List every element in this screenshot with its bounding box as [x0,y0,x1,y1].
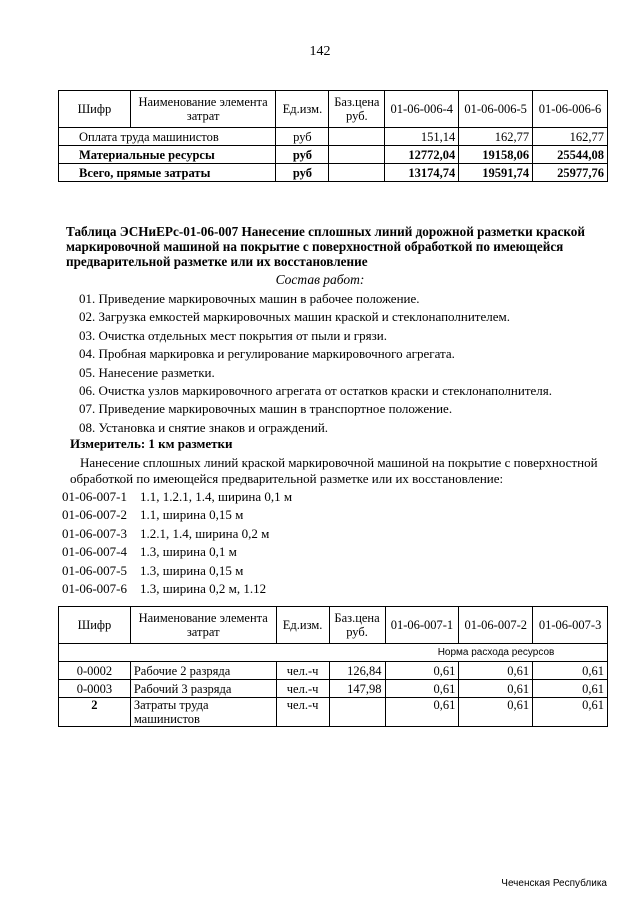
code: 01-06-007-6 [62,580,127,596]
header-col-1: 01-06-006-4 [385,91,459,128]
table-title: Таблица ЭСНиЕРс-01-06-007 Нанесение сплошных линий дорожной разметки краской маркировочной машиной на покрытие с поверхностной обработкой по имеющейся предварительной разметке или их восстановление [66,224,585,269]
row-price [329,164,385,182]
header-unit: Ед.изм. [276,91,329,128]
row-price [329,698,385,727]
row-unit: чел.-ч [276,662,329,680]
header-col-2: 01-06-007-2 [459,607,533,644]
header-col-1: 01-06-007-1 [385,607,459,644]
list-item: 04. Пробная маркировка и регулирование маркировочного агрегата. [79,346,455,362]
list-item: 03. Очистка отдельных мест покрытия от пыли и грязи. [79,327,387,343]
code: 01-06-007-1 [62,489,127,504]
row-name: Затраты труда машинистов [130,698,276,727]
row-value-2: 0,61 [459,680,533,698]
table-row [59,164,608,182]
row-unit: руб [276,146,329,164]
list-item [62,580,292,598]
code: 01-06-007-4 [62,544,127,560]
row-value-2: 162,77 [459,128,533,146]
list-item: 02. Загрузка емкостей маркировочных машин краской и стеклонаполнителем. [79,309,510,325]
row-unit: руб [276,164,329,182]
row-price: 147,98 [329,680,385,698]
row-value-1: 0,61 [385,698,459,727]
row-value-2: 19158,06 [459,146,533,164]
header-code: Шифр [59,91,131,128]
header-code: Шифр [59,607,131,644]
code: 01-06-007-5 [62,562,127,578]
code: 01-06-007-3 [62,525,127,541]
list-item [62,525,292,543]
list-item: 07. Приведение маркировочных машин в транспортное положение. [79,401,453,417]
page-number: 142 [309,44,331,59]
footer-region: Чеченская Республика [501,878,607,889]
header-name: Наименование элемента затрат [130,607,276,644]
row-name: Всего, прямые затраты [59,164,276,182]
header-col-2: 01-06-006-5 [459,91,533,128]
table-row [59,698,608,727]
list-item [62,562,292,580]
table-row [59,128,608,146]
row-value-2: 0,61 [459,698,533,727]
table-header-row [59,91,608,128]
code: 01-06-007-2 [62,507,127,523]
row-name: Рабочий 3 разряда [130,680,276,698]
row-code: 2 [59,698,131,727]
row-code: 0-0003 [59,680,131,698]
code-text: 1.1, ширина 0,15 м [140,507,244,523]
list-item: 06. Очистка узлов маркировочного агрегата от остатков краски и стеклонаполнителя. [79,382,553,398]
table-header-row [59,607,608,644]
row-value-1: 151,14 [385,128,459,146]
section-title: Состав работ: [275,272,365,287]
header-name: Наименование элемента затрат [130,91,276,128]
header-unit: Ед.изм. [276,607,329,644]
row-value-2: 0,61 [459,662,533,680]
row-unit: руб [276,128,329,146]
cost-table-006 [58,90,608,182]
code-text: 1.3, ширина 0,1 м [140,544,237,560]
row-code: 0-0002 [59,662,131,680]
row-value-3: 25977,76 [533,164,608,182]
description: Нанесение сплошных линий краской маркировочной машиной на покрытие с поверхностной обработкой по имеющейся предварительной разметке или их восстановление: [70,455,598,486]
row-value-3: 0,61 [533,662,608,680]
norm-label: Норма расхода ресурсов [385,644,607,662]
row-value-1: 0,61 [385,662,459,680]
work-list [79,290,552,437]
row-name: Материальные ресурсы [59,146,276,164]
code-text: 1.3, ширина 0,2 м, 1.12 [140,580,267,596]
header-col-3: 01-06-007-3 [533,607,608,644]
list-item: 01. Приведение маркировочных машин в рабочее положение. [79,291,420,306]
list-item: 08. Установка и снятие знаков и ограждений. [79,419,329,435]
row-price [329,146,385,164]
row-unit: чел.-ч [276,680,329,698]
row-value-3: 25544,08 [533,146,608,164]
norm-row [59,644,608,662]
code-text: 1.2.1, 1.4, ширина 0,2 м [140,525,270,541]
row-value-3: 0,61 [533,680,608,698]
row-value-1: 12772,04 [385,146,459,164]
header-col-3: 01-06-006-6 [533,91,608,128]
header-price: Баз.цена руб. [329,607,385,644]
table-row [59,680,608,698]
cost-table-007 [58,606,608,727]
row-price: 126,84 [329,662,385,680]
row-value-3: 0,61 [533,698,608,727]
row-name: Рабочие 2 разряда [130,662,276,680]
list-item: 05. Нанесение разметки. [79,364,215,380]
meter-label: Измеритель: 1 км разметки [70,436,233,451]
table-row [59,146,608,164]
code-list [62,488,292,598]
header-price: Баз.цена руб. [329,91,385,128]
row-price [329,128,385,146]
row-value-1: 0,61 [385,680,459,698]
list-item [62,543,292,561]
table-row [59,662,608,680]
list-item [62,506,292,524]
row-unit: чел.-ч [276,698,329,727]
row-value-3: 162,77 [533,128,608,146]
row-name: Оплата труда машинистов [59,128,276,146]
code-text: 1.3, ширина 0,15 м [140,562,244,578]
list-item [62,488,292,506]
row-value-1: 13174,74 [385,164,459,182]
row-value-2: 19591,74 [459,164,533,182]
code-text: 1.1, 1.2.1, 1.4, ширина 0,1 м [140,489,293,504]
